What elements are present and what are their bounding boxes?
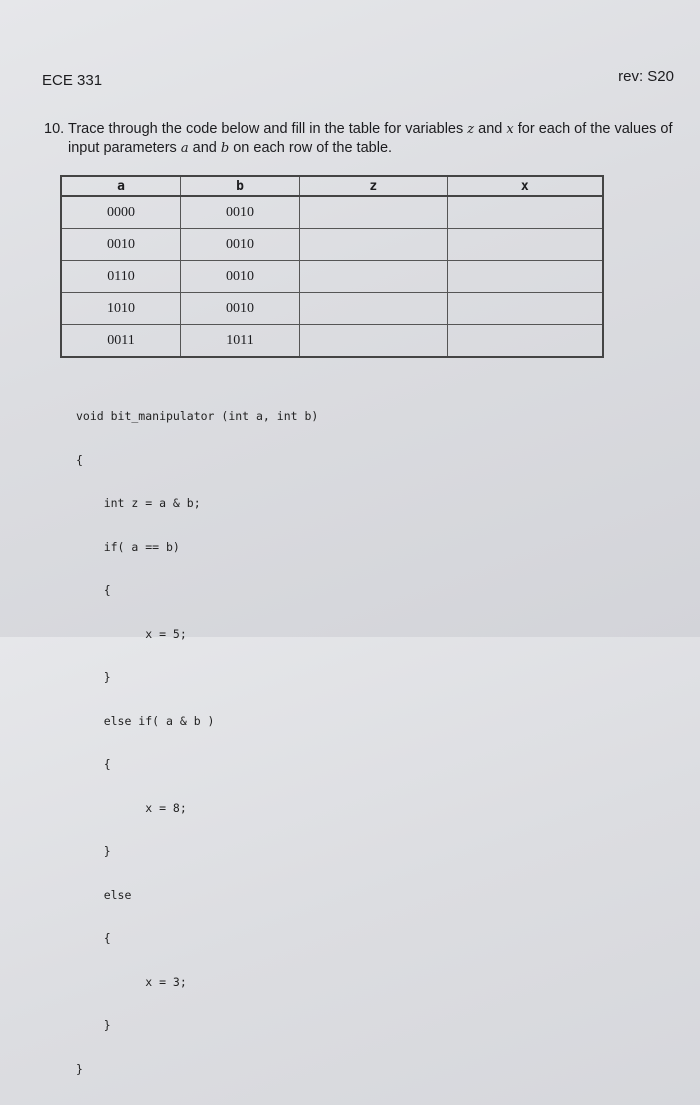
- header-row: [61, 176, 603, 196]
- question-number: 10.: [44, 121, 65, 137]
- var-x: x: [506, 122, 514, 137]
- cell-x[interactable]: [447, 196, 603, 229]
- cell-b: 0010: [181, 196, 300, 229]
- code-line: {: [76, 757, 111, 771]
- cell-x[interactable]: [447, 293, 603, 325]
- question-line1-end: for each of the values of: [517, 121, 673, 137]
- code-line: x = 8;: [76, 800, 187, 815]
- table-row: [61, 293, 603, 325]
- code-line: }: [76, 670, 111, 684]
- var-b: b: [220, 141, 230, 156]
- code-line: {: [76, 583, 111, 597]
- table-row: [61, 261, 603, 293]
- cell-b: 0010: [181, 293, 300, 325]
- question-line2: [44, 139, 674, 158]
- table-row: [61, 325, 603, 358]
- header-z: z: [300, 176, 448, 196]
- header-x: x: [447, 176, 603, 196]
- cell-x[interactable]: [447, 261, 603, 293]
- cell-a: 1010: [61, 293, 181, 325]
- code-line: }: [76, 844, 111, 858]
- code-line: {: [76, 931, 111, 945]
- cell-b: 0010: [181, 229, 300, 261]
- code-line: int z = a & b;: [76, 496, 201, 510]
- question-line2-start: input parameters: [68, 140, 177, 156]
- code-line: {: [76, 452, 83, 467]
- cell-z[interactable]: [300, 229, 448, 261]
- cell-z[interactable]: [300, 325, 448, 358]
- cell-a: 0010: [61, 229, 181, 261]
- cell-x[interactable]: [447, 325, 603, 358]
- trace-table: [60, 175, 604, 358]
- code-line: }: [76, 1018, 111, 1032]
- header-b: b: [181, 176, 300, 196]
- cell-a: 0110: [61, 261, 181, 293]
- revision-label: rev: S20: [618, 68, 674, 85]
- course-label: ECE 331: [42, 72, 103, 89]
- and-word-2: and: [192, 140, 217, 156]
- cell-z[interactable]: [300, 293, 448, 325]
- cell-z[interactable]: [300, 261, 448, 293]
- code-line: else if( a & b ): [76, 713, 215, 728]
- cell-a: 0011: [61, 325, 181, 358]
- code-line: x = 5;: [76, 626, 187, 641]
- code-listing: [76, 380, 318, 1105]
- code-line: x = 3;: [76, 974, 187, 989]
- cell-z[interactable]: [300, 196, 448, 229]
- var-z: z: [467, 122, 475, 137]
- code-line: else: [76, 887, 132, 902]
- cell-x[interactable]: [447, 229, 603, 261]
- cell-b: 1011: [181, 325, 300, 358]
- var-a: a: [180, 141, 189, 156]
- question-line2-end: on each row of the table.: [233, 140, 393, 156]
- cell-a: 0000: [61, 196, 181, 229]
- question-text: [44, 120, 674, 158]
- code-line: }: [76, 1061, 83, 1076]
- and-word-1: and: [478, 121, 503, 137]
- table-row: [61, 196, 603, 229]
- table-row: [61, 229, 603, 261]
- header-a: a: [61, 176, 181, 196]
- code-line: if( a == b): [76, 539, 180, 554]
- code-line: void bit_manipulator (int a, int b): [76, 409, 319, 423]
- question-line1-start: Trace through the code below and fill in the table for variables: [68, 121, 464, 137]
- cell-b: 0010: [181, 261, 300, 293]
